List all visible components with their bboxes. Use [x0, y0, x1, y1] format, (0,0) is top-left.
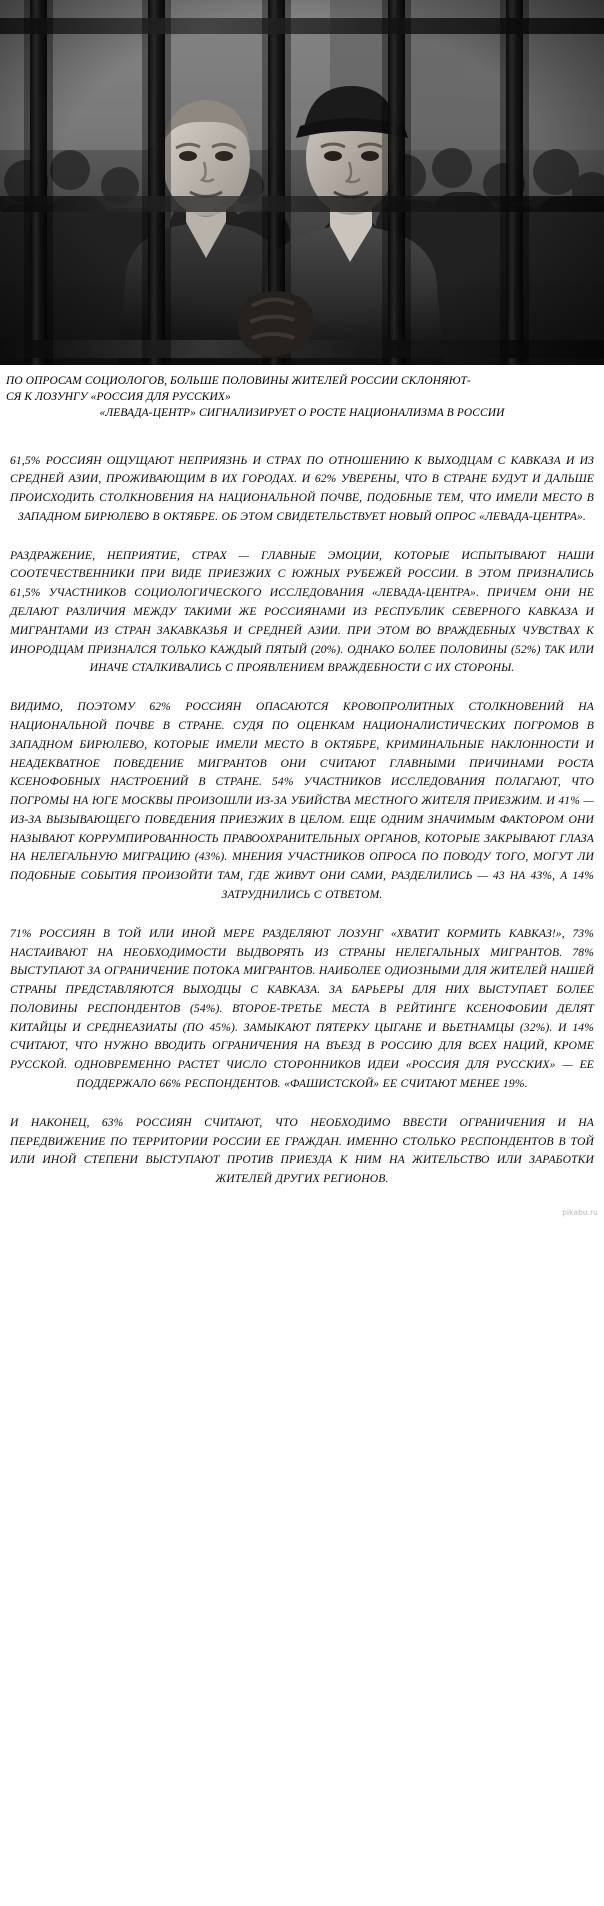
article-body	[0, 452, 604, 1203]
caption-line-1: ПО ОПРОСАМ СОЦИОЛОГОВ, БОЛЬШЕ ПОЛОВИНЫ ЖИТЕЛЕЙ РОССИИ СКЛОНЯЮТ-	[6, 375, 471, 387]
photo-caption	[0, 365, 604, 426]
page-footer	[0, 1203, 604, 1219]
article-paragraph: 61,5% РОССИЯН ОЩУЩАЮТ НЕПРИЯЗНЬ И СТРАХ ПО ОТНОШЕНИЮ К ВЫХОДЦАМ С КАВКАЗА И ИЗ СРЕДНЕЙ АЗИИ, ПРОЖИВАЮЩИМ В ИХ ГОРОДАХ. И 62% УВЕРЕНЫ, ЧТО В СТРАНЕ БУДУТ И ДАЛЬШЕ ПРОИСХОДИТЬ СТОЛКНОВЕНИЯ НА НАЦИОНАЛЬНОЙ ПОЧВЕ, ПОДОБНЫЕ ТЕМ, ЧТО ИМЕЛИ МЕСТО В ЗАПАДНОМ БИРЮЛЕВО В ОКТЯБРЕ. ОБ ЭТОМ СВИДЕТЕЛЬСТВУЕТ НОВЫЙ ОПРОС «ЛЕВАДА-ЦЕНТРА».	[10, 453, 594, 523]
article-paragraph: 71% РОССИЯН В ТОЙ ИЛИ ИНОЙ МЕРЕ РАЗДЕЛЯЮТ ЛОЗУНГ «ХВАТИТ КОРМИТЬ КАВКАЗ!», 73% НАСТАИВАЮТ НА НЕОБХОДИМОСТИ ВЫДВОРЯТЬ ИЗ СТРАНЫ НЕЛЕГАЛЬНЫХ МИГРАНТОВ. 78% ВЫСТУПАЮТ ЗА ОГРАНИЧЕНИЕ ПОТОКА МИГРАНТОВ. НАИБОЛЕЕ ОДИОЗНЫМИ ДЛЯ ЖИТЕЛЕЙ НАШЕЙ СТРАНЫ ПРЕДСТАВЛЯЮТСЯ ВЫХОДЦЫ С КАВКАЗА. ЗА БАРЬЕРЫ ДЛЯ НИХ ВЫСТУПАЕТ БОЛЕЕ ПОЛОВИНЫ РЕСПОНДЕНТОВ (54%). ВТОРОЕ-ТРЕТЬЕ МЕСТА В РЕЙТИНГЕ КСЕНОФОБИИ ДЕЛЯТ КИТАЙЦЫ И СРЕДНЕАЗИАТЫ (ПО 45%). ЗАМЫКАЮТ ПЯТЕРКУ ЦЫГАНЕ И ВЬЕТНАМЦЫ (32%). И 14% СЧИТАЮТ, ЧТО НУЖНО ВВОДИТЬ ОГРАНИЧЕНИЯ НА ВЪЕЗД В РОССИЮ ДЛЯ ВСЕХ НАЦИЙ, КРОМЕ РУССКОЙ. ОДНОВРЕМЕННО РАСТЕТ ЧИСЛО СТОРОННИКОВ ИДЕИ «РОССИЯ ДЛЯ РУССКИХ» — ЕЕ ПОДДЕРЖАЛО 66% РЕСПОНДЕНТОВ. «ФАШИСТСКОЙ» ЕЕ СЧИТАЮТ МЕНЕЕ 19%.	[10, 926, 594, 1090]
caption-line-3: «ЛЕВАДА-ЦЕНТР» СИГНАЛИЗИРУЕТ О РОСТЕ НАЦИОНАЛИЗМА В РОССИИ	[99, 407, 505, 420]
article-paragraph: ВИДИМО, ПОЭТОМУ 62% РОССИЯН ОПАСАЮТСЯ КРОВОПРОЛИТНЫХ СТОЛКНОВЕНИЙ НА НАЦИОНАЛЬНОЙ ПОЧВЕ В СТРАНЕ. СУДЯ ПО ОЦЕНКАМ НАЦИОНАЛИСТИЧЕСКИХ ПОГРОМОВ В ЗАПАДНОМ БИРЮЛЕВО, КОТОРЫЕ ИМЕЛИ МЕСТО В ОКТЯБРЕ, КРИМИНАЛЬНЫЕ НАКЛОННОСТИ И НЕАДЕКВАТНОЕ ПОВЕДЕНИЕ МИГРАНТОВ ОНИ СЧИТАЮТ ГЛАВНЫМИ ПРИЧИНАМИ РОСТА КСЕНОФОБНЫХ НАСТРОЕНИЙ В СТРАНЕ. 54% УЧАСТНИКОВ ИССЛЕДОВАНИЯ ПОЛАГАЮТ, ЧТО ПОГРОМЫ НА ЮГЕ МОСКВЫ ПРОИЗОШЛИ ИЗ-ЗА УБИЙСТВА МЕСТНОГО ЖИТЕЛЯ ПРИЕЗЖИМ. И 41% — ИЗ-ЗА ВЫЗЫВАЮЩЕГО ПОВЕДЕНИЯ ПРИЕЗЖИХ В ЦЕЛОМ. ЕЩЕ ОДНИМ ЗНАЧИМЫМ ФАКТОРОМ ОНИ НАЗЫВАЮТ КОРРУМПИРОВАННОСТЬ ПРАВООХРАНИТЕЛЬНЫХ ОРГАНОВ, КОТОРЫЕ ЗАКРЫВАЮТ ГЛАЗА НА НЕЛЕГАЛЬНУЮ МИГРАЦИЮ (43%). МНЕНИЯ УЧАСТНИКОВ ОПРОСА ПО ПОВОДУ ТОГО, МОГУТ ЛИ ПОДОБНЫЕ СОБЫТИЯ ПРОИЗОЙТИ ТАМ, ГДЕ ЖИВУТ ОНИ САМИ, РАЗДЕЛИЛИСЬ — 43 НА 43%, А 14% ЗАТРУДНИЛИСЬ С ОТВЕТОМ.	[10, 700, 594, 901]
article-photo	[0, 0, 604, 365]
article-paragraph: И НАКОНЕЦ, 63% РОССИЯН СЧИТАЮТ, ЧТО НЕОБХОДИМО ВВЕСТИ ОГРАНИЧЕНИЯ И НА ПЕРЕДВИЖЕНИЕ ПО ТЕРРИТОРИИ РОССИИ ЕЕ ГРАЖДАН. ИМЕННО СТОЛЬКО РЕСПОНДЕНТОВ В ТОЙ ИЛИ ИНОЙ СТЕПЕНИ ВЫСТУПАЮТ ПРОТИВ ПРИЕЗДА К НИМ НА ЖИТЕЛЬСТВО ИЛИ ЗАРАБОТКИ ЖИТЕЛЕЙ ДРУГИХ РЕГИОНОВ.	[10, 1115, 594, 1186]
caption-line-2: СЯ К ЛОЗУНГУ «РОССИЯ ДЛЯ РУССКИХ»	[6, 391, 231, 404]
site-watermark: pikabu.ru	[562, 1207, 598, 1217]
article-paragraph: РАЗДРАЖЕНИЕ, НЕПРИЯТИЕ, СТРАХ — ГЛАВНЫЕ ЭМОЦИИ, КОТОРЫЕ ИСПЫТЫВАЮТ НАШИ СООТЕЧЕСТВЕННИКИ ПРИ ВИДЕ ПРИЕЗЖИХ С ЮЖНЫХ РУБЕЖЕЙ РОССИИ. В ЭТОМ ПРИЗНАЛИСЬ 61,5% УЧАСТНИКОВ СОЦИОЛОГИЧЕСКОГО ИССЛЕДОВАНИЯ «ЛЕВАДА-ЦЕНТРА». ПРИЧЕМ ОНИ НЕ ДЕЛАЮТ РАЗЛИЧИЯ МЕЖДУ ТАКИМИ ЖЕ РОССИЯНАМИ ИЗ РЕСПУБЛИК СЕВЕРНОГО КАВКАЗА И МИГРАНТАМИ ИЗ СТРАН ЗАКАВКАЗЬЯ И СРЕДНЕЙ АЗИИ. ПРИ ЭТОМ ВО ВРАЖДЕБНЫХ ЧУВСТВАХ К ИНОРОДЦАМ ПРИЗНАЛСЯ ТОЛЬКО КАЖДЫЙ ПЯТЫЙ (20%). ОДНАКО БОЛЕЕ ПОЛОВИНЫ (52%) ТАК ИЛИ ИНАЧЕ СТАЛКИВАЛИСЬ С ПРОЯВЛЕНИЕМ ВРАЖДЕБНОСТИ С ИХ СТОРОНЫ.	[10, 548, 594, 675]
